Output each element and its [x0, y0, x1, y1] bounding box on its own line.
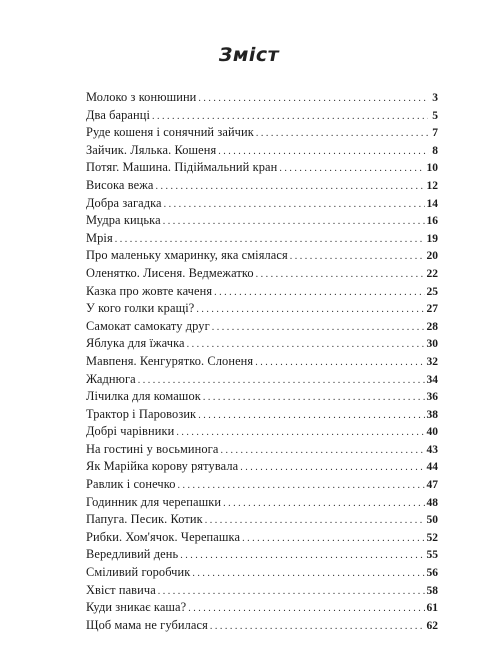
toc-entry-title: У кого голки кращі?	[86, 301, 195, 316]
toc-entry-page-number: 7	[432, 127, 438, 140]
toc-entry	[86, 458, 438, 476]
toc-entry	[86, 441, 438, 459]
toc-entry-title: Вередливий день	[86, 547, 179, 562]
toc-dot-leader	[196, 301, 424, 319]
toc-entry-page-number: 22	[426, 267, 438, 280]
toc-entry	[86, 335, 438, 353]
toc-entry-title: Сміливий горобчик	[86, 565, 191, 580]
toc-dot-leader	[163, 213, 425, 231]
toc-dot-leader	[210, 618, 425, 636]
toc-entry-title: Добра загадка	[86, 195, 162, 210]
toc-entry	[86, 142, 438, 160]
toc-dot-leader	[218, 143, 428, 161]
toc-entry	[86, 371, 438, 389]
toc-entry	[86, 195, 438, 213]
toc-entry-title: Добрі чарівники	[86, 424, 175, 439]
toc-entry-page-number: 12	[426, 179, 438, 192]
toc-entry-title: Жаднюга	[86, 371, 136, 386]
toc-entry	[86, 230, 438, 248]
toc-entry-page-number: 44	[426, 461, 438, 474]
toc-entry	[86, 283, 438, 301]
toc-entry-title: Висока вежа	[86, 177, 154, 192]
toc-entry-page-number: 43	[426, 443, 438, 456]
toc-entry-title: Равлик і сонечко	[86, 477, 176, 492]
toc-entry-page-number: 19	[426, 232, 438, 245]
toc-dot-leader	[279, 160, 424, 178]
page-title: Зміст	[218, 44, 280, 66]
toc-entry	[86, 247, 438, 265]
toc-dot-leader	[198, 90, 428, 108]
toc-entry-page-number: 61	[426, 602, 438, 615]
toc-entry-title: Хвіст павича	[86, 582, 156, 597]
toc-dot-leader	[155, 178, 424, 196]
toc-entry-page-number: 62	[426, 619, 438, 632]
toc-entry	[86, 300, 438, 318]
toc-entry-title: Куди зникає каша?	[86, 600, 187, 615]
toc-entry-title: Самокат самокату друг	[86, 318, 210, 333]
toc-entry-title: Мудра кицька	[86, 213, 161, 228]
toc-dot-leader	[187, 336, 425, 354]
toc-entry	[86, 107, 438, 125]
toc-entry-title: Лічилка для комашок	[86, 389, 201, 404]
toc-entry	[86, 353, 438, 371]
toc-entry-title: Трактор і Паровозик	[86, 406, 197, 421]
toc-dot-leader	[192, 565, 424, 583]
toc-entry-title: Яблука для їжачка	[86, 336, 185, 351]
toc-entry	[86, 388, 438, 406]
toc-entry-title: Як Марійка корову рятувала	[86, 459, 239, 474]
toc-dot-leader	[290, 248, 425, 266]
toc-entry	[86, 124, 438, 142]
toc-dot-leader	[152, 108, 428, 126]
toc-entry-page-number: 5	[432, 109, 438, 122]
toc-entry-page-number: 8	[432, 144, 438, 157]
toc-entry-title: Потяг. Машина. Підіймальний кран	[86, 160, 278, 175]
toc-entry-page-number: 28	[426, 320, 438, 333]
toc-dot-leader	[212, 319, 425, 337]
toc-entry	[86, 265, 438, 283]
toc-dot-leader	[188, 600, 424, 618]
toc-entry-title: Казка про жовте каченя	[86, 283, 213, 298]
toc-entry-title: Руде кошеня і сонячний зайчик	[86, 125, 254, 140]
toc-dot-leader	[203, 389, 425, 407]
toc-entry-page-number: 32	[426, 355, 438, 368]
toc-entry-page-number: 3	[432, 92, 438, 104]
table-of-contents	[86, 89, 438, 634]
toc-entry-page-number: 20	[426, 250, 438, 263]
toc-entry-page-number: 34	[426, 373, 438, 386]
toc-dot-leader	[164, 196, 425, 214]
toc-entry	[86, 564, 438, 582]
toc-entry-title: На гостині у восьминога	[86, 441, 219, 456]
toc-entry-page-number: 36	[426, 391, 438, 404]
toc-entry	[86, 212, 438, 230]
toc-entry-page-number: 50	[426, 514, 438, 527]
toc-entry	[86, 494, 438, 512]
toc-entry-page-number: 30	[426, 338, 438, 351]
toc-dot-leader	[176, 424, 424, 442]
toc-entry	[86, 318, 438, 336]
toc-entry-page-number: 48	[426, 496, 438, 509]
toc-entry-page-number: 10	[426, 162, 438, 175]
toc-entry	[86, 159, 438, 177]
toc-entry-title: Оленятко. Лисеня. Ведмежатко	[86, 265, 254, 280]
toc-dot-leader	[177, 477, 424, 495]
toc-dot-leader	[138, 372, 425, 390]
toc-dot-leader	[158, 583, 425, 601]
toc-entry-title: Зайчик. Лялька. Кошеня	[86, 142, 217, 157]
toc-entry-page-number: 47	[426, 479, 438, 492]
toc-dot-leader	[223, 495, 424, 513]
toc-entry-page-number: 40	[426, 426, 438, 439]
toc-entry-title: Два баранці	[86, 107, 151, 122]
toc-entry	[86, 89, 438, 107]
toc-dot-leader	[240, 459, 424, 477]
toc-entry	[86, 617, 438, 635]
toc-entry-page-number: 58	[426, 584, 438, 597]
toc-dot-leader	[256, 125, 428, 143]
toc-entry-title: Рибки. Хом'ячок. Черепашка	[86, 529, 241, 544]
toc-entry	[86, 511, 438, 529]
toc-dot-leader	[220, 442, 424, 460]
toc-dot-leader	[205, 512, 425, 530]
toc-dot-leader	[214, 284, 424, 302]
toc-entry-title: Про маленьку хмаринку, яка сміялася	[86, 248, 288, 263]
toc-entry-title: Молоко з конюшини	[86, 90, 197, 104]
toc-entry	[86, 582, 438, 600]
toc-entry-page-number: 14	[426, 197, 438, 210]
toc-dot-leader	[115, 231, 425, 249]
toc-entry	[86, 529, 438, 547]
toc-entry	[86, 599, 438, 617]
toc-dot-leader	[255, 354, 424, 372]
toc-entry	[86, 406, 438, 424]
toc-entry	[86, 546, 438, 564]
toc-entry-title: Щоб мама не губилася	[86, 617, 208, 632]
toc-entry	[86, 476, 438, 494]
toc-entry-title: Мрія	[86, 230, 113, 245]
toc-entry-page-number: 27	[426, 303, 438, 316]
toc-entry-title: Папуга. Песик. Котик	[86, 512, 203, 527]
toc-entry-page-number: 55	[426, 549, 438, 562]
toc-entry-page-number: 16	[426, 215, 438, 228]
toc-entry-page-number: 52	[426, 531, 438, 544]
toc-dot-leader	[256, 266, 425, 284]
toc-dot-leader	[180, 547, 424, 565]
toc-entry-page-number: 25	[426, 285, 438, 298]
toc-entry	[86, 423, 438, 441]
toc-entry-title: Годинник для черепашки	[86, 494, 222, 509]
toc-dot-leader	[242, 530, 424, 548]
toc-entry-page-number: 38	[426, 408, 438, 421]
toc-entry-title: Мавпеня. Кенгурятко. Слоненя	[86, 353, 254, 368]
toc-entry-page-number: 56	[426, 567, 438, 580]
toc-dot-leader	[198, 407, 424, 425]
toc-entry	[86, 177, 438, 195]
